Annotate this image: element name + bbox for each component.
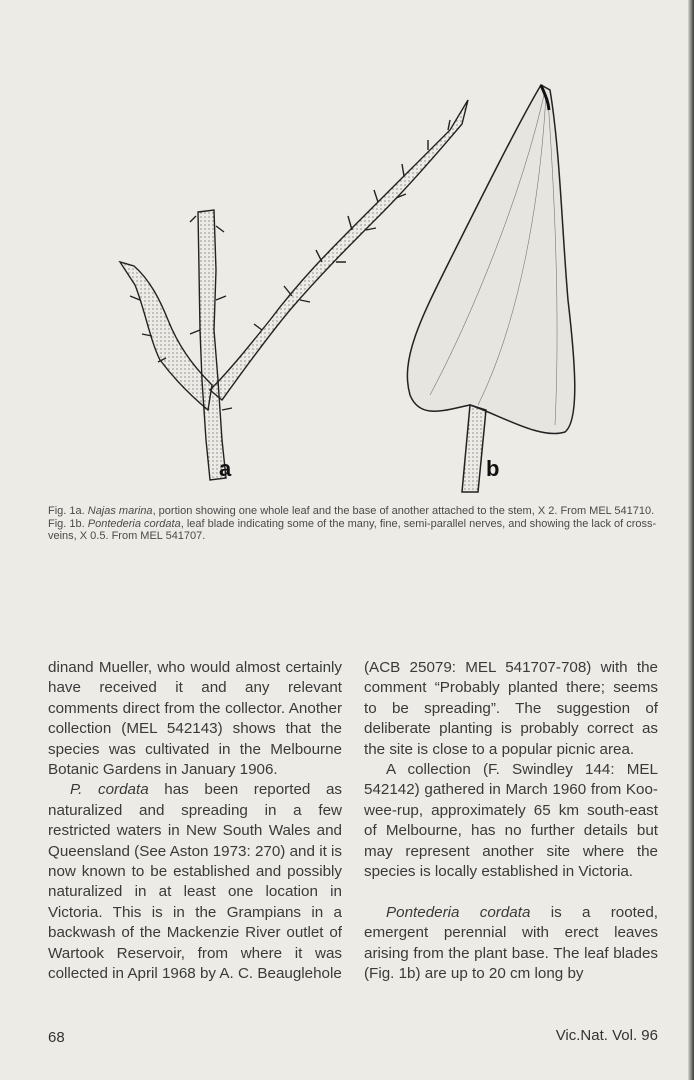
right-paragraph-3-text: is a rooted, emergent perennial with erect leaves arising from the plant base. The leaf blades (Fig. 1b) are up to 20 cm long by — [364, 903, 659, 983]
left-column — [48, 658, 342, 985]
caption-fig1a — [48, 505, 660, 518]
caption-fig1a-species: Najas marina — [87, 505, 153, 517]
caption-fig1b-species: Pontederia cordata — [87, 517, 181, 530]
najas-marina-drawing — [120, 100, 468, 480]
pontederia-cordata-drawing — [407, 85, 574, 492]
right-paragraph-3 — [364, 903, 658, 985]
figure-caption — [48, 505, 660, 543]
right-paragraph-3-species: Pontederia cordata — [386, 903, 531, 921]
paragraph-gap — [364, 882, 658, 902]
left-paragraph-2-species: P. cordata — [70, 781, 149, 799]
right-paragraph-1: (ACB 25079: MEL 541707-708) with the comment “Probably planted there; seems to be spreading”. The suggestion of deliberate planting is probably correct as the site is close to a popular picnic area. — [364, 659, 658, 758]
figure-label-b: b — [486, 456, 500, 481]
right-column — [364, 658, 658, 984]
caption-fig1b-prefix: Fig. 1b. — [48, 517, 88, 530]
caption-fig1a-text: , portion showing one whole leaf and the base of another attached to the stem, X 2. From MEL 541710. — [152, 505, 655, 517]
caption-fig1b — [48, 518, 660, 543]
left-paragraph-2-text: has been reported as naturalized and spreading in a few restricted waters in New South Wales and Queensland (See Aston 1973: 270) and it is now known to be established and possibly naturalized in at least one location in Victoria. This is in the Grampians in a backwash of the Mackenzie River outlet of Wartook Reservoir, from where it was collected in April 1968 by A. C. Beauglehole — [48, 781, 342, 983]
left-paragraph-2 — [48, 780, 342, 984]
botanical-drawing — [0, 0, 694, 500]
caption-fig1b-text: , leaf blade indicating some of the many, fine, semi-parallel nerves, and showing the lack of cross-veins, X 0.5. From MEL 541707. — [48, 517, 657, 542]
right-paragraph-2: A collection (F. Swindley 144: MEL 542142) gathered in March 1960 from Koo-wee-rup, approximately 65 km south-east of Melbourne, has no further details but may represent another site where the species is locally established in Victoria. — [364, 761, 658, 881]
page-number: 68 — [48, 1029, 65, 1046]
journal-reference: Vic.Nat. Vol. 96 — [555, 1027, 658, 1044]
figure-illustrations — [0, 0, 694, 500]
figure-label-a: a — [219, 456, 232, 481]
left-paragraph-1: dinand Mueller, who would almost certainly have received it and any relevant comments direct from the collector. Another collection (MEL 542143) shows that the species was cultivated in the Melbourne Botanic Gardens in January 1906. — [48, 659, 342, 779]
caption-fig1a-prefix: Fig. 1a. — [48, 505, 88, 517]
